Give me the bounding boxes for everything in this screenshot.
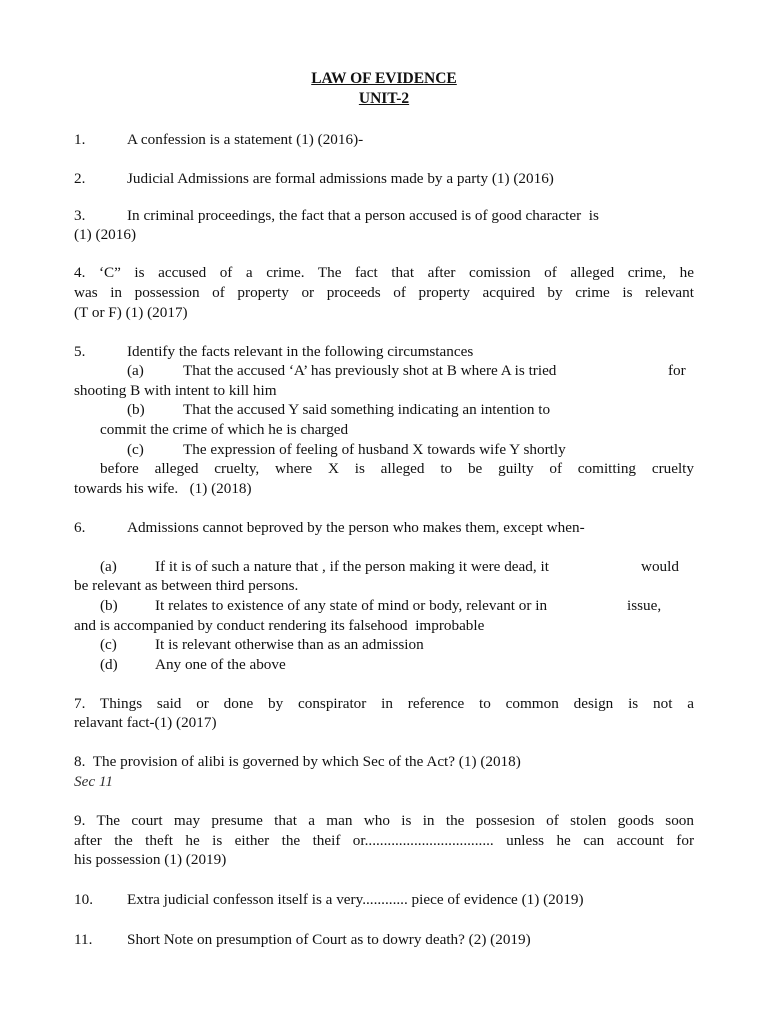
q5-a-line1: That the accused ‘A’ has previously shot at B where A is tried <box>183 362 557 379</box>
q8-answer: Sec 11 <box>74 773 113 790</box>
q11-number: 11. <box>74 931 93 948</box>
q4-text-line1: 4. ‘C” is accused of a crime. The fact that after comission of alleged crime, he <box>74 264 694 281</box>
q6-c-label: (c) <box>100 636 117 653</box>
q6-b-label: (b) <box>100 597 118 614</box>
q5-c-line1: The expression of feeling of husband X towards wife Y shortly <box>183 441 566 458</box>
q6-b-issue: issue, <box>627 597 662 614</box>
q5-a-label: (a) <box>127 362 144 379</box>
q4-text-line3: (T or F) (1) (2017) <box>74 304 188 321</box>
q5-a-for: for <box>668 362 686 379</box>
q6-a-line2: be relevant as between third persons. <box>74 577 299 594</box>
q5-c-label: (c) <box>127 441 144 458</box>
q3-text-line1: In criminal proceedings, the fact that a person accused is of good character is <box>127 207 599 224</box>
q9-text-line3: his possession (1) (2019) <box>74 851 227 868</box>
q7-text-line1: 7. Things said or done by conspirator in reference to common design is not a <box>74 695 694 712</box>
q4-text-line2: was in possession of property or proceeds of property acquired by crime is relevant <box>74 284 694 301</box>
q5-b-line2: commit the crime of which he is charged <box>100 421 349 438</box>
q6-c-text: It is relevant otherwise than as an admission <box>155 636 424 653</box>
q5-b-line1: That the accused Y said something indicating an intention to <box>183 401 551 418</box>
q5-a-line2: shooting B with intent to kill him <box>74 382 277 399</box>
q6-d-label: (d) <box>100 656 118 673</box>
q1-text: A confession is a statement (1) (2016)- <box>127 131 364 148</box>
q6-b-line2: and is accompanied by conduct rendering its falsehood improbable <box>74 617 485 634</box>
document-title: LAW OF EVIDENCE <box>311 70 457 87</box>
q5-c-line2: before alleged cruelty, where X is alleged to be guilty of comitting cruelty <box>100 460 694 477</box>
q5-c-line3: towards his wife. (1) (2018) <box>74 480 252 497</box>
q8-text: 8. The provision of alibi is governed by which Sec of the Act? (1) (2018) <box>74 753 521 770</box>
q10-text: Extra judicial confesson itself is a very............ piece of evidence (1) (2019) <box>127 891 584 908</box>
q3-number: 3. <box>74 207 86 224</box>
q2-number: 2. <box>74 170 86 187</box>
document-subtitle: UNIT-2 <box>358 90 410 107</box>
q6-a-would: would <box>641 558 679 575</box>
q5-text: Identify the facts relevant in the following circumstances <box>127 343 474 360</box>
q1-number: 1. <box>74 131 86 148</box>
q9-text-line2: after the theft he is either the theif or.................................. unless he can account for <box>74 832 694 849</box>
q5-b-label: (b) <box>127 401 145 418</box>
q3-text-line2: (1) (2016) <box>74 226 136 243</box>
q6-d-text: Any one of the above <box>155 656 286 673</box>
q6-number: 6. <box>74 519 86 536</box>
q11-text: Short Note on presumption of Court as to dowry death? (2) (2019) <box>127 931 531 948</box>
q9-text-line1: 9. The court may presume that a man who is in the possesion of stolen goods soon <box>74 812 694 829</box>
q6-b-line1: It relates to existence of any state of mind or body, relevant or in <box>155 597 548 614</box>
q6-text: Admissions cannot beproved by the person who makes them, except when- <box>127 519 585 536</box>
q7-text-line2: relavant fact-(1) (2017) <box>74 714 217 731</box>
q2-text: Judicial Admissions are formal admissions made by a party (1) (2016) <box>127 170 554 187</box>
q6-a-label: (a) <box>100 558 117 575</box>
q10-number: 10. <box>74 891 93 908</box>
q5-number: 5. <box>74 343 86 360</box>
q6-a-line1: If it is of such a nature that , if the person making it were dead, it <box>155 558 549 575</box>
